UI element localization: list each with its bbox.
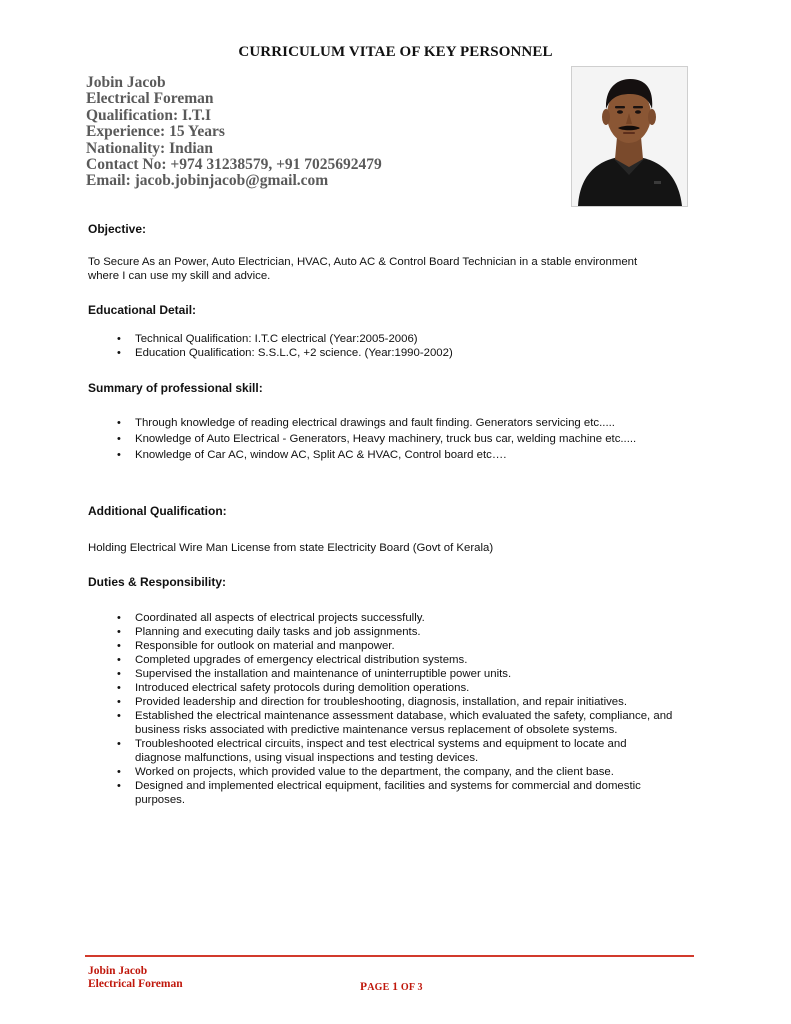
list-item: • Worked on projects, which provided value to the department, the company, and the client base. [88,765,673,779]
candidate-experience: Experience: 15 Years [86,123,225,141]
list-item: • Planning and executing daily tasks and job assignments. [88,625,673,639]
page-current: 1 [392,981,399,993]
list-item: • Education Qualification: S.S.L.C, +2 science. (Year:1990-2002) [88,346,678,360]
footer-identity [88,965,183,991]
list-item: • Coordinated all aspects of electrical projects successfully. [88,611,673,625]
page-total: 3 [417,982,423,993]
list-item: • Through knowledge of reading electrical drawings and fault finding. Generators servicing etc..... [88,416,678,430]
footer-name: Jobin Jacob [88,965,148,977]
footer-position: Electrical Foreman [88,978,183,990]
candidate-nationality: Nationality: Indian [86,139,214,157]
person-portrait-icon [572,67,687,206]
additional-heading: Additional Qualification: [88,504,227,518]
objective-text: To Secure As an Power, Auto Electrician, HVAC, Auto AC & Control Board Technician in a stable environment where I can use my skill and advice. [88,256,638,282]
list-item: • Responsible for outlook on material and manpower. [88,639,673,653]
list-item: • Provided leadership and direction for troubleshooting, diagnosis, installation, and repair initiatives. [88,695,673,709]
page-label-rest: AGE [367,982,390,993]
education-heading: Educational Detail: [88,303,197,317]
personal-details [86,75,382,190]
profile-photo [571,66,688,207]
candidate-qualification: Qualification: I.T.I [86,106,212,124]
list-item: • Completed upgrades of emergency electrical distribution systems. [88,653,673,667]
candidate-email: Email: jacob.jobinjacob@gmail.com [86,172,329,190]
skills-list [88,416,678,462]
page-of: OF [400,982,415,993]
candidate-position: Electrical Foreman [86,90,214,108]
objective-heading: Objective: [88,222,147,236]
page-label-initial: P [360,981,368,993]
list-item: • Supervised the installation and maintenance of uninterruptible power units. [88,667,673,681]
page-number [360,981,423,993]
footer-divider [85,955,694,957]
list-item: • Knowledge of Auto Electrical - Generators, Heavy machinery, truck bus car, welding machine etc..... [88,432,678,446]
education-list [88,332,678,360]
list-item: • Introduced electrical safety protocols during demolition operations. [88,681,673,695]
list-item: • Established the electrical maintenance assessment database, which evaluated the safety, compliance, and business risks associated with predictive maintenance versus replacement of obsolete systems. [88,709,673,737]
list-item: • Troubleshooted electrical circuits, inspect and test electrical systems and equipment to locate and diagnose malfunctions, using visual inspections and testing devices. [88,737,673,765]
candidate-name: Jobin Jacob [86,74,166,91]
list-item: • Designed and implemented electrical equipment, facilities and systems for commercial and domestic purposes. [88,779,673,807]
candidate-contact: Contact No: +974 31238579, +91 7025692479 [86,156,382,174]
skills-heading: Summary of professional skill: [88,381,263,395]
document-title: CURRICULUM VITAE OF KEY PERSONNEL [238,44,553,60]
duties-list [88,611,673,807]
list-item: • Technical Qualification: I.T.C electrical (Year:2005-2006) [88,332,678,346]
additional-text: Holding Electrical Wire Man License from state Electricity Board (Govt of Kerala) [88,542,494,554]
list-item: • Knowledge of Car AC, window AC, Split AC & HVAC, Control board etc…. [88,448,678,462]
duties-heading: Duties & Responsibility: [88,575,227,589]
